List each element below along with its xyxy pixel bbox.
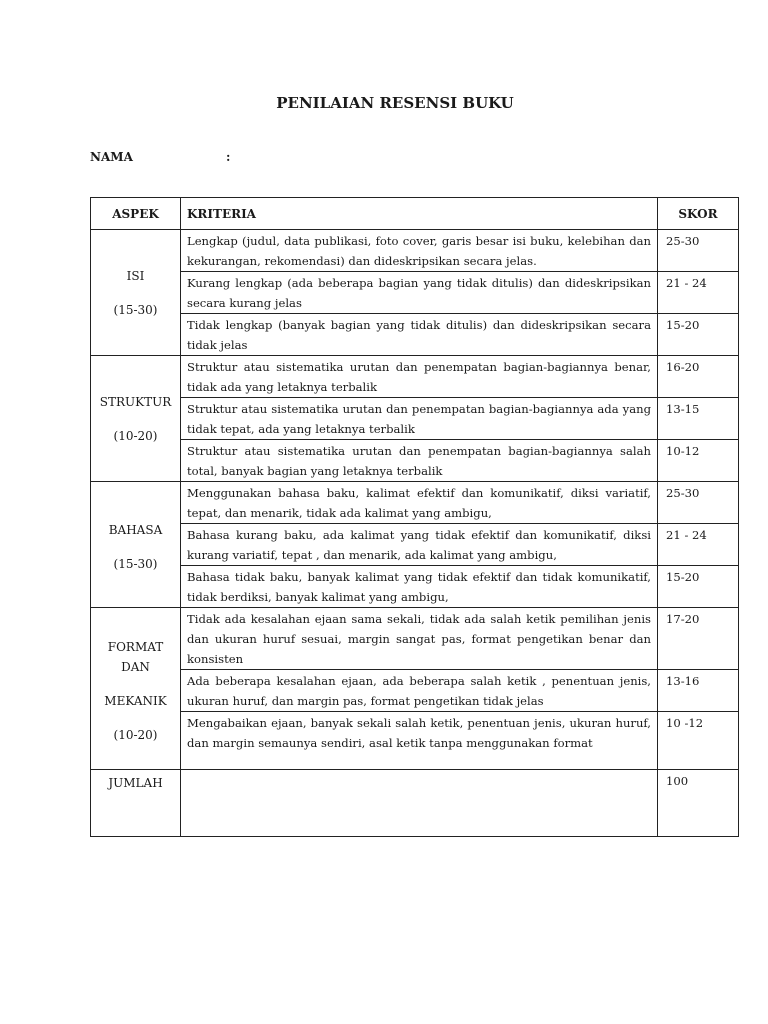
aspek-range: (10-20): [113, 727, 158, 742]
aspek-label: DAN: [121, 659, 150, 674]
table-row: [91, 566, 739, 608]
skor-cell: 10 -12: [658, 712, 739, 770]
kriteria-cell: Tidak ada kesalahan ejaan sama sekali, tidak ada salah ketik pemilihan jenis dan ukuran huruf sesuai, margin sangat pas, format pengetikan benar dan konsisten: [181, 608, 658, 670]
aspek-label: BAHASA: [108, 522, 163, 537]
aspek-label: ISI: [126, 268, 145, 283]
aspek-label: FORMAT: [107, 639, 164, 654]
header-row: [91, 198, 739, 230]
header-aspek: ASPEK: [91, 198, 181, 230]
skor-cell: 10-12: [658, 440, 739, 482]
table-row: [91, 272, 739, 314]
kriteria-cell: Struktur atau sistematika urutan dan penempatan bagian-bagiannya salah total, banyak bagian yang letaknya terbalik: [181, 440, 658, 482]
aspek-range: (15-30): [113, 556, 158, 571]
nama-label: NAMA: [90, 150, 133, 164]
jumlah-row: [91, 770, 739, 837]
kriteria-cell: Struktur atau sistematika urutan dan penempatan bagian-bagiannya ada yang tidak tepat, ada yang letaknya terbalik: [181, 398, 658, 440]
skor-cell: 21 - 24: [658, 524, 739, 566]
skor-cell: 16-20: [658, 356, 739, 398]
skor-cell: 21 - 24: [658, 272, 739, 314]
skor-cell: 15-20: [658, 566, 739, 608]
aspek-cell-isi: [91, 230, 181, 356]
table-row: [91, 314, 739, 356]
table-row: [91, 608, 739, 670]
table-row: [91, 440, 739, 482]
aspek-label: MEKANIK: [104, 693, 167, 708]
kriteria-cell: Menggunakan bahasa baku, kalimat efektif dan komunikatif, diksi variatif, tepat, dan menarik, tidak ada kalimat yang ambigu,: [181, 482, 658, 524]
rubric-table: [90, 197, 739, 837]
header-skor: SKOR: [658, 198, 739, 230]
kriteria-cell: Struktur atau sistematika urutan dan penempatan bagian-bagiannya benar, tidak ada yang letaknya terbalik: [181, 356, 658, 398]
aspek-cell-struktur: [91, 356, 181, 482]
aspek-range: (15-30): [113, 302, 158, 317]
table-row: [91, 398, 739, 440]
kriteria-cell: Kurang lengkap (ada beberapa bagian yang tidak ditulis) dan dideskripsikan secara kurang jelas: [181, 272, 658, 314]
table-row: [91, 670, 739, 712]
kriteria-cell: Ada beberapa kesalahan ejaan, ada beberapa salah ketik , penentuan jenis, ukuran huruf, dan margin pas, format pengetikan tidak jelas: [181, 670, 658, 712]
rubric-body: [91, 230, 739, 837]
kriteria-cell: Lengkap (judul, data publikasi, foto cover, garis besar isi buku, kelebihan dan kekurangan, rekomendasi) dan dideskripsikan secara jelas.: [181, 230, 658, 272]
jumlah-skor: 100: [658, 770, 739, 837]
skor-cell: 15-20: [658, 314, 739, 356]
jumlah-kriteria-cell: [181, 770, 658, 837]
aspek-cell-bahasa: [91, 482, 181, 608]
table-row: [91, 230, 739, 272]
table-row: [91, 524, 739, 566]
kriteria-cell: Bahasa kurang baku, ada kalimat yang tidak efektif dan komunikatif, diksi kurang variatif, tepat , dan menarik, ada kalimat yang ambigu,: [181, 524, 658, 566]
skor-cell: 25-30: [658, 230, 739, 272]
jumlah-label: JUMLAH: [91, 770, 181, 837]
kriteria-cell: Tidak lengkap (banyak bagian yang tidak ditulis) dan dideskripsikan secara tidak jelas: [181, 314, 658, 356]
skor-cell: 25-30: [658, 482, 739, 524]
nama-colon: :: [226, 150, 231, 164]
skor-cell: 17-20: [658, 608, 739, 670]
skor-cell: 13-15: [658, 398, 739, 440]
header-kriteria: KRITERIA: [181, 198, 658, 230]
table-row: [91, 712, 739, 770]
aspek-cell-format: [91, 608, 181, 770]
table-row: [91, 356, 739, 398]
table-row: [91, 482, 739, 524]
kriteria-cell: Bahasa tidak baku, banyak kalimat yang tidak efektif dan tidak komunikatif, tidak berdiksi, banyak kalimat yang ambigu,: [181, 566, 658, 608]
skor-cell: 13-16: [658, 670, 739, 712]
aspek-label: STRUKTUR: [99, 394, 172, 409]
aspek-range: (10-20): [113, 428, 158, 443]
page-title: PENILAIAN RESENSI BUKU: [276, 94, 514, 112]
kriteria-cell: Mengabaikan ejaan, banyak sekali salah ketik, penentuan jenis, ukuran huruf, dan margin semaunya sendiri, asal ketik tanpa menggunakan format: [181, 712, 658, 770]
